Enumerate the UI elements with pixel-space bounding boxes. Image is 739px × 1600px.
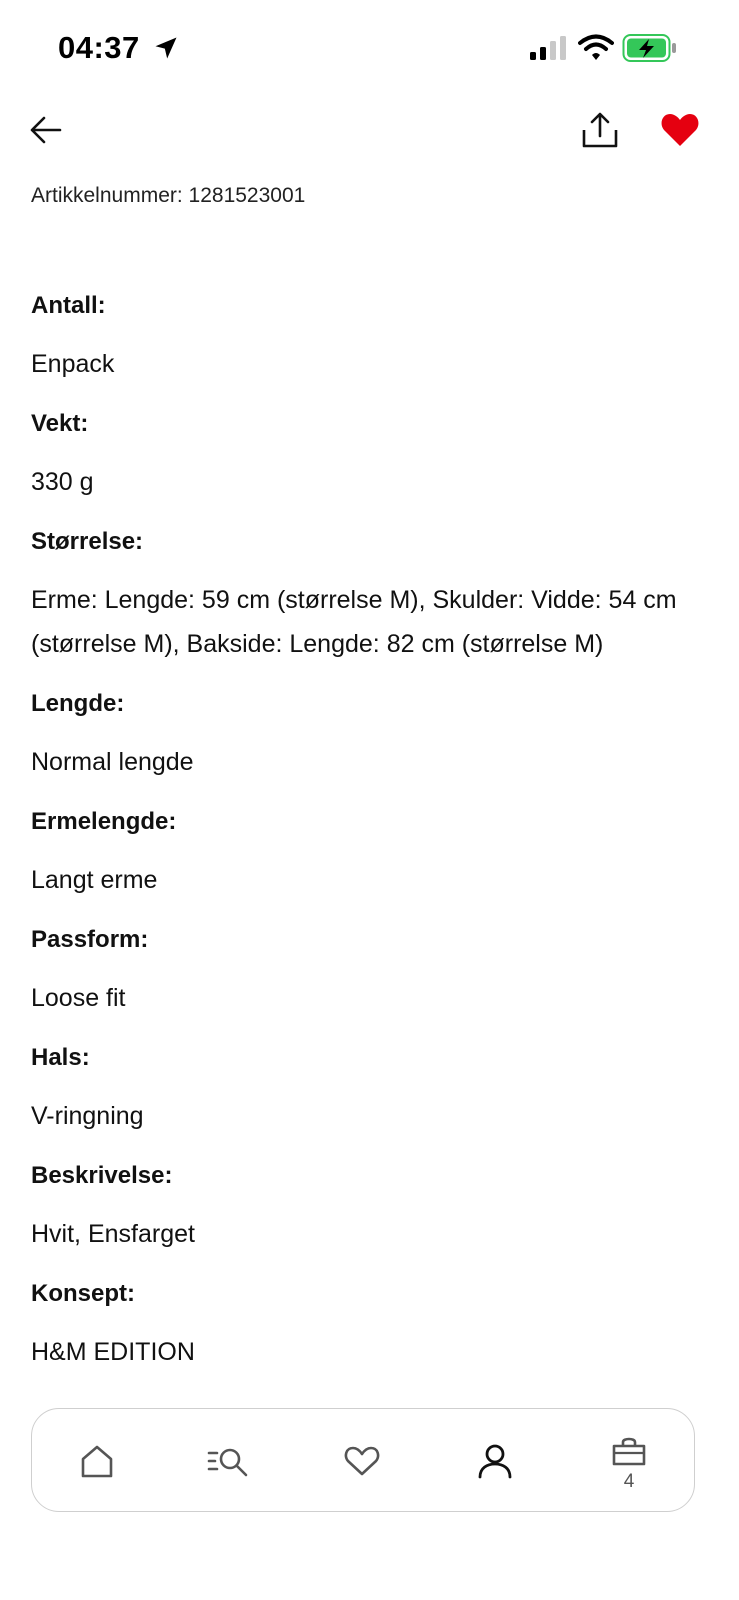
detail-label: Beskrivelse: <box>31 1162 173 1189</box>
wifi-icon <box>578 34 614 62</box>
search-icon <box>207 1445 251 1477</box>
share-icon[interactable] <box>580 110 620 152</box>
detail-item <box>31 806 711 902</box>
detail-value: Langt erme <box>31 866 158 894</box>
detail-item <box>31 1278 711 1374</box>
status-time: 04:37 <box>58 30 140 65</box>
article-number: Artikkelnummer: 1281523001 <box>31 184 306 207</box>
detail-label: Passform: <box>31 926 149 953</box>
nav-search-button[interactable] <box>184 1409 274 1513</box>
detail-value: Enpack <box>31 350 115 378</box>
detail-label: Størrelse: <box>31 528 144 555</box>
detail-value: Hvit, Ensfarget <box>31 1220 195 1248</box>
detail-value: Erme: Lengde: 59 cm (størrelse M), Skulder: Vidde: 54 cm (størrelse M), Bakside: Lengde: 82 cm (størrelse M) <box>31 586 677 658</box>
detail-item <box>31 924 711 1020</box>
detail-value: V-ringning <box>31 1102 144 1130</box>
detail-label: Lengde: <box>31 690 125 717</box>
heart-filled-icon[interactable] <box>660 112 700 148</box>
status-bar <box>0 0 739 100</box>
detail-label: Antall: <box>31 292 106 319</box>
battery-charging-icon <box>622 33 678 63</box>
detail-label: Konsept: <box>31 1280 135 1307</box>
detail-value: 330 g <box>31 468 94 496</box>
back-arrow-icon[interactable] <box>26 110 66 150</box>
account-icon <box>477 1443 513 1479</box>
nav-favorites-button[interactable] <box>317 1409 407 1513</box>
location-arrow-icon <box>152 34 180 62</box>
nav-shopping-bag-button[interactable] <box>584 1409 674 1513</box>
cellular-signal-icon <box>530 36 568 60</box>
detail-item <box>31 688 711 784</box>
detail-value: H&M EDITION <box>31 1338 195 1366</box>
bag-count-badge: 4 <box>623 1471 635 1492</box>
nav-home-button[interactable] <box>52 1409 142 1513</box>
detail-item <box>31 290 711 386</box>
bottom-navigation <box>31 1408 695 1512</box>
detail-value: Loose fit <box>31 984 126 1012</box>
detail-value: Normal lengde <box>31 748 194 776</box>
nav-account-button[interactable] <box>450 1409 540 1513</box>
detail-label: Ermelengde: <box>31 808 177 835</box>
detail-item <box>31 1160 711 1256</box>
detail-label: Hals: <box>31 1044 90 1071</box>
home-icon <box>79 1444 115 1478</box>
shopping-bag-icon <box>611 1436 647 1466</box>
product-details-list <box>31 290 711 1396</box>
favorites-icon <box>344 1445 380 1477</box>
detail-label: Vekt: <box>31 410 89 437</box>
detail-item <box>31 526 711 666</box>
detail-item <box>31 1042 711 1138</box>
detail-item <box>31 408 711 504</box>
